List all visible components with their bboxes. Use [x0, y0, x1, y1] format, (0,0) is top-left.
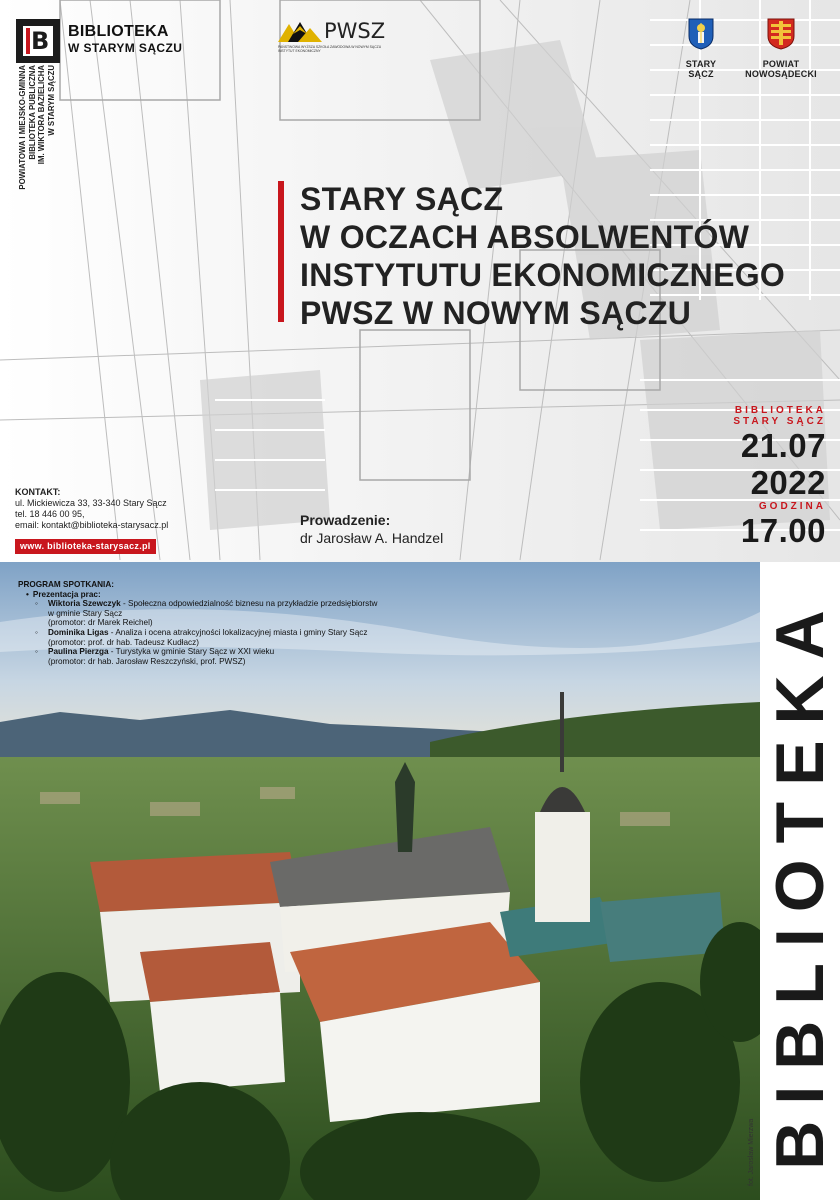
time-label: GODZINA	[758, 501, 826, 512]
website-link[interactable]: www. biblioteka-starysacz.pl	[15, 539, 156, 554]
library-logo	[16, 19, 182, 63]
event-host	[300, 512, 443, 547]
program-item	[48, 599, 438, 628]
side-line: W STARYM SĄCZU	[46, 65, 56, 136]
title-accent-bar	[278, 181, 284, 322]
program-author: Paulina Pierzga	[48, 647, 109, 657]
pwsz-subtitle-line2: INSTYTUT EKONOMICZNY	[278, 49, 321, 53]
stary-sacz-coat-of-arms-icon	[688, 18, 714, 50]
venue-line1: BIBLIOTEKA	[734, 405, 826, 416]
program-author: Dominika Ligas	[48, 627, 109, 637]
contact-email[interactable]: email: kontakt@biblioteka-starysacz.pl	[15, 520, 169, 530]
event-date-day: 21.07	[740, 427, 826, 464]
title-line: STARY SĄCZ	[300, 181, 504, 217]
contact-heading: KONTAKT:	[15, 487, 61, 497]
program-promotor: (promotor: dr Marek Reichel)	[48, 618, 153, 628]
stary-sacz-crest	[675, 18, 727, 79]
event-title	[300, 180, 785, 332]
pwsz-subtitle	[278, 45, 388, 53]
powiat-coat-of-arms-icon	[767, 18, 795, 50]
powiat-label: POWIAT NOWOSĄDECKI	[745, 59, 817, 79]
venue-line2: STARY SĄCZ	[733, 416, 826, 427]
library-name-line1: BIBLIOTEKA	[68, 23, 169, 40]
side-line: POWIATOWA I MIEJSKO-GMINNA	[18, 65, 27, 190]
program-section: • Prezentacja prac:	[26, 590, 438, 600]
title-line: W OCZACH ABSOLWENTÓW	[300, 219, 750, 255]
side-line: IM. WIKTORA BAZIELICHA	[37, 65, 46, 165]
contact-phone: tel. 18 446 00 95,	[15, 509, 85, 519]
program-item	[48, 647, 438, 666]
program-promotor: (promotor: dr hab. Jarosław Reszczyński, prof. PWSZ)	[48, 656, 246, 666]
contact-address: ul. Mickiewicza 33, 33-340 Stary Sącz	[15, 498, 167, 508]
pwsz-name: PWSZ	[324, 19, 386, 43]
pwsz-subtitle-line1: PAŃSTWOWA WYŻSZA SZKOŁA ZAWODOWA W NOWYM SĄCZU	[278, 45, 382, 49]
event-program	[18, 580, 438, 666]
event-date-year: 2022	[750, 464, 826, 501]
title-line: PWSZ W NOWYM SĄCZU	[300, 295, 692, 331]
event-date-block	[733, 405, 826, 549]
program-topic: - Społeczna odpowiedzialność biznesu na przykładzie przedsiębiorstw	[120, 599, 378, 609]
pwsz-mountains-icon	[278, 20, 322, 42]
library-logo-icon: B	[16, 19, 60, 63]
powiat-crest	[735, 18, 827, 79]
event-time: 17.00	[740, 512, 826, 549]
program-topic: - Analiza i ocena atrakcyjności lokalizacyjnej miasta i gminy Stary Sącz	[108, 627, 368, 637]
host-label: Prowadzenie:	[300, 512, 391, 528]
library-name-line2: W STARYM SĄCZU	[68, 41, 183, 55]
program-topic: - Turystyka w gminie Stary Sącz w XXI wieku	[108, 647, 275, 657]
program-promotor: (promotor: prof. dr hab. Tadeusz Kudłacz)	[48, 637, 199, 647]
stary-sacz-label: STARY SĄCZ	[685, 59, 717, 79]
contact-info	[15, 487, 168, 554]
side-line: BIBLIOTEKA PUBLICZNA	[27, 65, 37, 160]
program-heading: PROGRAM SPOTKANIA:	[18, 580, 114, 589]
host-name: dr Jarosław A. Handzel	[300, 530, 444, 546]
program-author: Wiktoria Szewczyk	[48, 599, 121, 609]
program-item	[48, 628, 438, 647]
program-topic-cont: w gminie Stary Sącz	[48, 608, 123, 618]
library-full-name-vertical	[18, 65, 56, 210]
photo-credit: fot. Jarosław Mierzwa	[748, 1118, 755, 1186]
pwsz-logo	[278, 20, 398, 53]
title-line: INSTYTUTU EKONOMICZNEGO	[300, 257, 786, 293]
sidebar-vertical-word: BIBLIOTEKA	[762, 594, 838, 1170]
